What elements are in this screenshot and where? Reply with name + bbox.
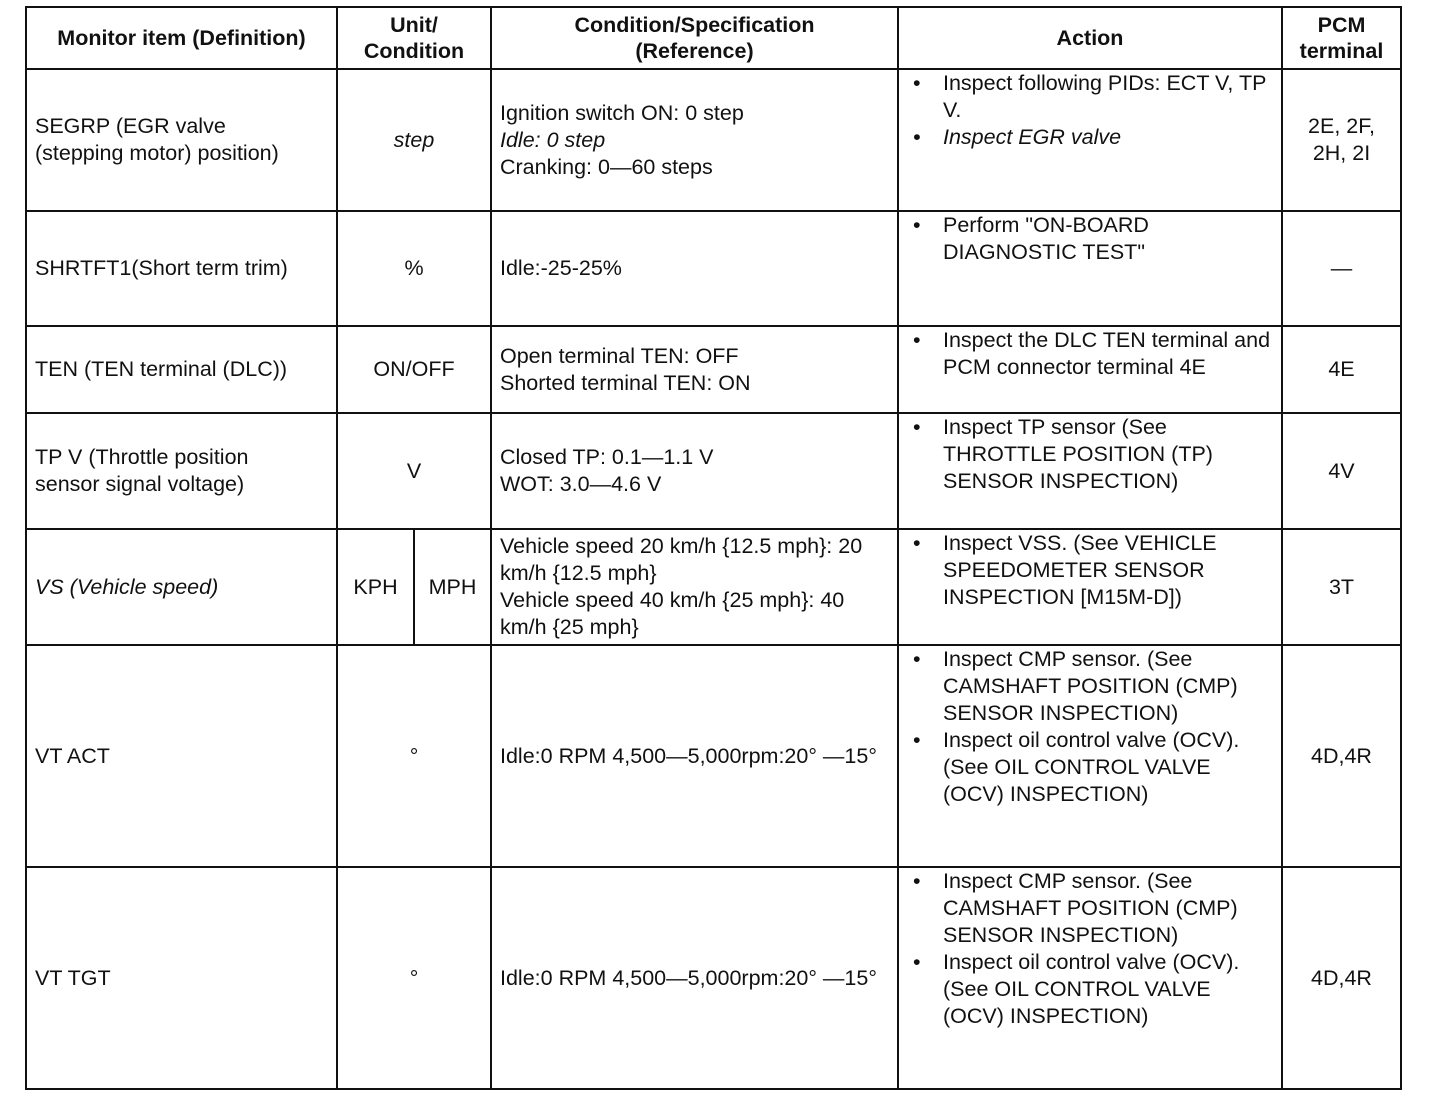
table-row-shrtft1 [26,211,1401,326]
definition-cell: VT TGT [26,867,337,1089]
table-row-ten [26,326,1401,413]
condition-cell: Open terminal TEN: OFF Shorted terminal TEN: ON [491,326,898,413]
action-item: • Inspect TP sensor (See THROTTLE POSITION (TP) SENSOR INSPECTION) [907,414,1273,495]
action-cell [898,413,1282,529]
header-row [26,7,1401,69]
unit-cell: ON/OFF [337,326,491,413]
table-row-segrp [26,69,1401,211]
action-item: • Inspect CMP sensor. (See CAMSHAFT POSITION (CMP) SENSOR INSPECTION) [907,646,1273,727]
header-action: Action [898,7,1282,69]
pcm-terminal-cell: — [1282,211,1401,326]
unit-cell: ° [337,645,491,867]
table-row-vt-tgt [26,867,1401,1089]
condition-cell: Idle:-25-25% [491,211,898,326]
action-cell [898,645,1282,867]
unit-cell: ° [337,867,491,1089]
header-pcm-terminal: PCM terminal [1282,7,1401,69]
condition-cell: Vehicle speed 20 km/h {12.5 mph}: 20 km/h {12.5 mph} Vehicle speed 40 km/h {25 mph}: 40 km/h {25 mph} [491,529,898,645]
action-item: • Inspect VSS. (See VEHICLE SPEEDOMETER SENSOR INSPECTION [M15M-D]) [907,530,1273,611]
definition-cell: VT ACT [26,645,337,867]
monitor-table-wrapper [25,6,1402,1090]
pcm-terminal-cell: 4E [1282,326,1401,413]
definition-cell: SHRTFT1(Short term trim) [26,211,337,326]
pcm-terminal-cell: 4V [1282,413,1401,529]
unit-cell-kph: KPH [337,529,414,645]
header-condition-specification: Condition/Specification (Reference) [491,7,898,69]
header-monitor-item: Monitor item (Definition) [26,7,337,69]
unit-cell: V [337,413,491,529]
pcm-terminal-cell: 4D,4R [1282,867,1401,1089]
pcm-terminal-cell: 4D,4R [1282,645,1401,867]
definition-cell: TEN (TEN terminal (DLC)) [26,326,337,413]
table-row-vt-act [26,645,1401,867]
table-row-vs [26,529,1401,645]
action-item: • Inspect oil control valve (OCV). (See OIL CONTROL VALVE (OCV) INSPECTION) [907,727,1273,808]
action-cell [898,867,1282,1089]
action-cell [898,529,1282,645]
action-item: • Inspect the DLC TEN terminal and PCM connector terminal 4E [907,327,1273,381]
condition-cell: Closed TP: 0.1—1.1 V WOT: 3.0—4.6 V [491,413,898,529]
pcm-terminal-cell: 2E, 2F, 2H, 2I [1282,69,1401,211]
action-cell [898,211,1282,326]
action-cell [898,326,1282,413]
table-row-tpv [26,413,1401,529]
definition-cell: SEGRP (EGR valve (stepping motor) position) [26,69,337,211]
unit-cell: % [337,211,491,326]
condition-cell: Idle:0 RPM 4,500—5,000rpm:20° —15° [491,645,898,867]
condition-cell: Ignition switch ON: 0 step Idle: 0 step Cranking: 0—60 steps [491,69,898,211]
definition-cell: VS (Vehicle speed) [26,529,337,645]
action-cell [898,69,1282,211]
action-item: • Inspect following PIDs: ECT V, TP V. [907,70,1273,124]
action-item: • Inspect CMP sensor. (See CAMSHAFT POSITION (CMP) SENSOR INSPECTION) [907,868,1273,949]
action-item: • Perform "ON-BOARD DIAGNOSTIC TEST" [907,212,1273,266]
header-unit-condition: Unit/ Condition [337,7,491,69]
unit-cell: step [337,69,491,211]
action-item: • Inspect EGR valve [907,124,1273,151]
condition-cell: Idle:0 RPM 4,500—5,000rpm:20° —15° [491,867,898,1089]
action-item: • Inspect oil control valve (OCV). (See OIL CONTROL VALVE (OCV) INSPECTION) [907,949,1273,1030]
unit-cell-mph: MPH [414,529,491,645]
monitor-item-table [25,6,1402,1090]
definition-cell: TP V (Throttle position sensor signal voltage) [26,413,337,529]
pcm-terminal-cell: 3T [1282,529,1401,645]
